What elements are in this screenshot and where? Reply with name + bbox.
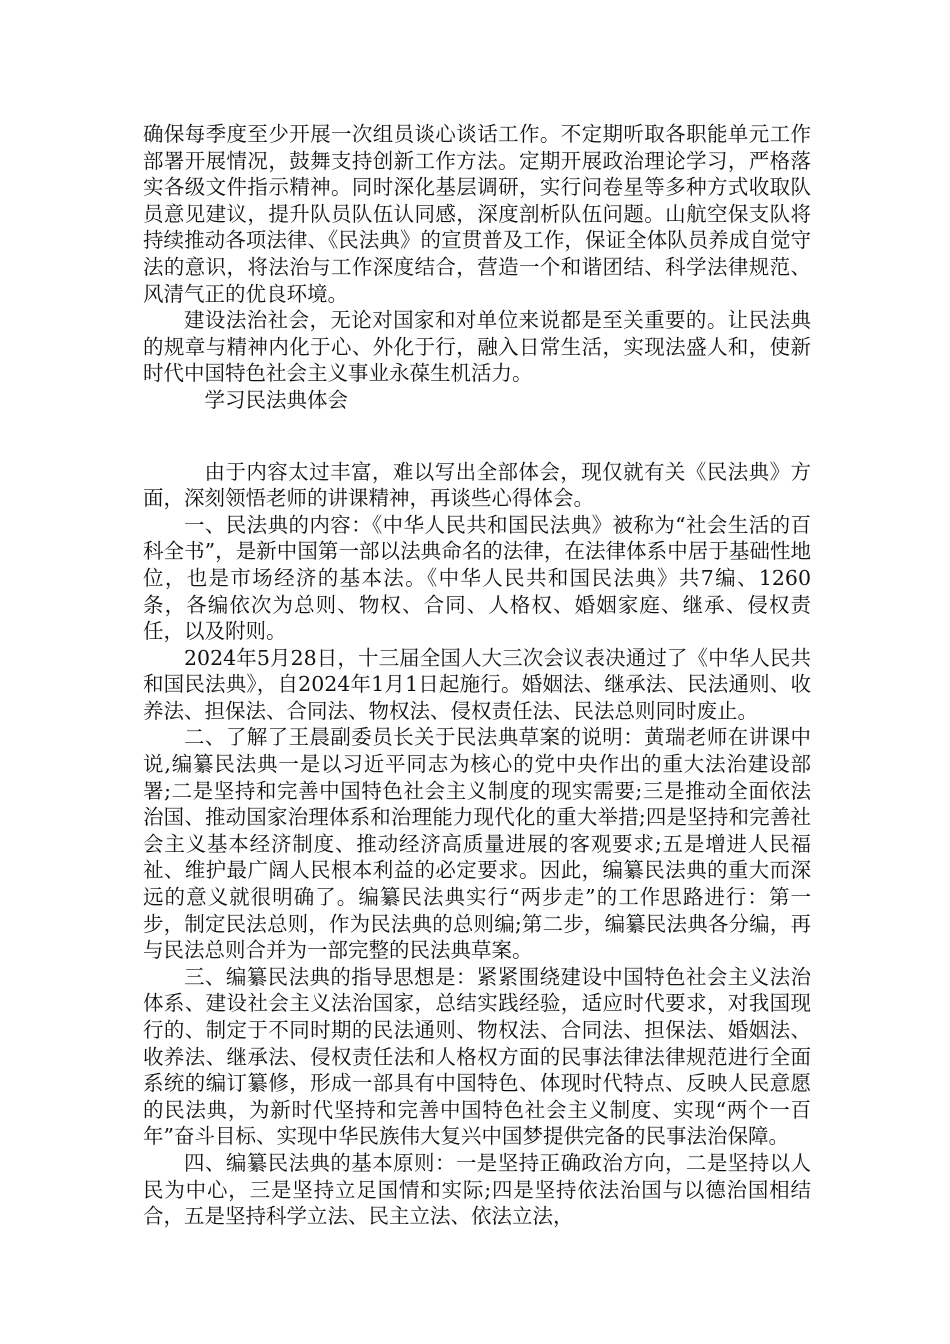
paragraph-section-three: 三、编纂民法典的指导思想是：紧紧围绕建设中国特色社会主义法治体系、建设社会主义法治国家，总结实践经验，适应时代要求，对我国现行的、制定于不同时期的民法通则、物权法、合同法、担保法、婚姻法、收养法、继承法、侵权责任法和人格权方面的民事法律法律规范进行全面系统的编订纂修，形成一部具有中国特色、体现时代特点、反映人民意愿的民法典，为新时代坚持和完善中国特色社会主义制度、实现“两个一百年”奋斗目标、实现中华民族伟大复兴中国梦提供完备的民事法治保障。: [143, 964, 811, 1149]
section-title: 学习民法典体会: [204, 387, 348, 412]
paragraph-rule-of-law: 建设法治社会，无论对国家和对单位来说都是至关重要的。让民法典的规章与精神内化于心、外化于行，融入日常生活，实现法盛人和，使新时代中国特色社会主义事业永葆生机活力。: [143, 308, 811, 386]
paragraph-section-four: 四、编纂民法典的基本原则：一是坚持正确政治方向，二是坚持以人民为中心，三是坚持立足国情和实际;四是坚持依法治国与以德治国相结合，五是坚持科学立法、民主立法、依法立法，: [143, 1150, 811, 1229]
paragraph-intro: 由于内容太过丰富，难以写出全部体会，现仅就有关《民法典》方面，深刻领悟老师的讲课精神，再谈些心得体会。: [143, 459, 811, 511]
paragraph-section-one: 一、民法典的内容：《中华人民共和国民法典》被称为“社会生活的百科全书”，是新中国第一部以法典命名的法律，在法律体系中居于基础性地位，也是市场经济的基本法。《中华人民共和国民法典》共7编、1260条，各编依次为总则、物权、合同、人格权、婚姻家庭、继承、侵权责任，以及附则。: [143, 512, 811, 644]
paragraph-continuation: 确保每季度至少开展一次组员谈心谈话工作。不定期听取各职能单元工作部署开展情况，鼓舞支持创新工作方法。定期开展政治理论学习，严格落实各级文件指示精神。同时深化基层调研，实行问卷星等多种方式收取队员意见建议，提升队员队伍认同感，深度剖析队伍问题。山航空保支队将持续推动各项法律、《民法典》的宣贯普及工作，保证全体队员养成自觉守法的意识，将法治与工作深度结合，营造一个和谐团结、科学法律规范、风清气正的优良环境。: [143, 122, 811, 306]
document-body: [143, 121, 811, 1230]
paragraph-adoption-date: 2024年5月28日，十三届全国人大三次会议表决通过了《中华人民共和国民法典》，自2024年1月1日起施行。婚姻法、继承法、民法通则、收养法、担保法、合同法、物权法、侵权责任法、民法总则同时废止。: [143, 645, 811, 723]
paragraph-section-two: 二、了解了王晨副委员长关于民法典草案的说明：黄瑞老师在讲课中说,编纂民法典一是以习近平同志为核心的党中央作出的重大法治建设部署;二是坚持和完善中国特色社会主义制度的现实需要;三是推动全面依法治国、推动国家治理体系和治理能力现代化的重大举措;四是坚持和完善社会主义基本经济制度、推动经济高质量进展的客观要求;五是增进人民福祉、维护最广阔人民根本利益的必定要求。因此，编纂民法典的重大而深远的意义就很明确了。编纂民法典实行“两步走”的工作思路进行：第一步，制定民法总则，作为民法典的总则编;第二步，编纂民法典各分编，再与民法总则合并为一部完整的民法典草案。: [143, 725, 811, 963]
blank-line: [143, 414, 811, 459]
